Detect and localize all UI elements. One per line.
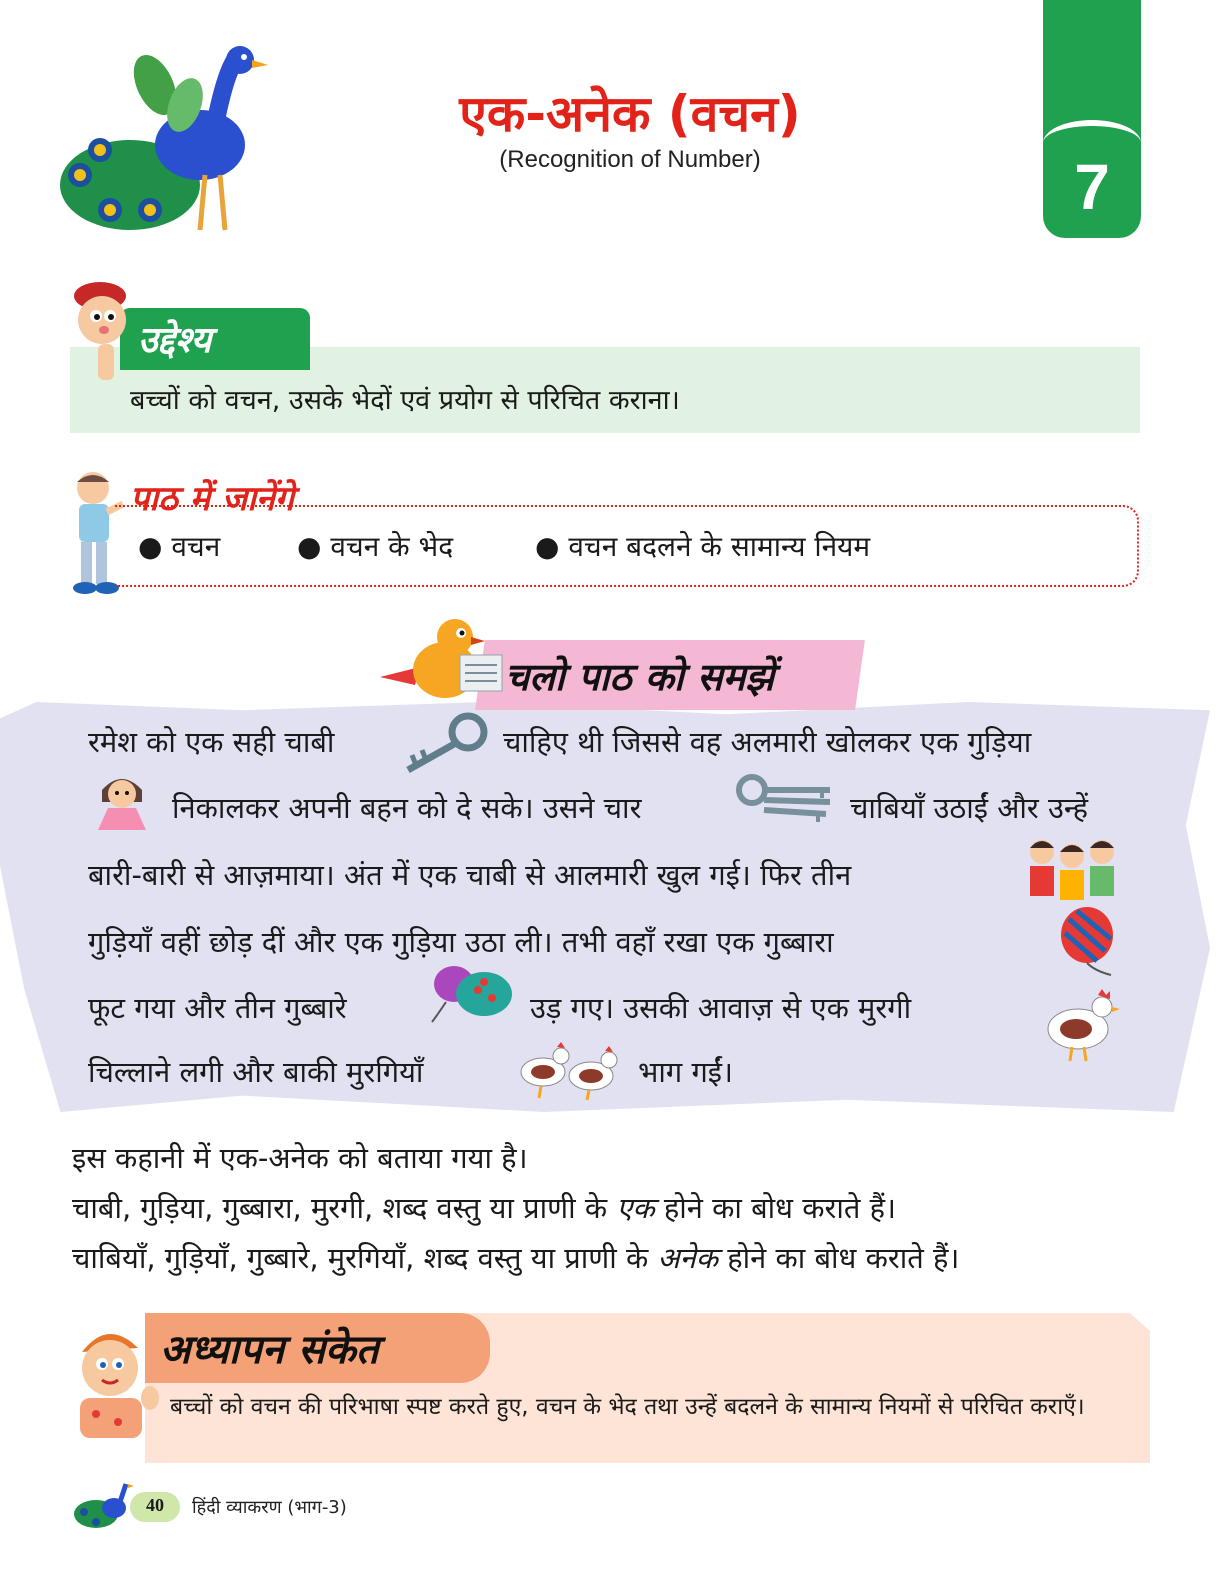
key-icon [398,710,490,776]
book-title: हिंदी व्याकरण (भाग-3) [192,1497,347,1518]
learn-item: ● वचन के भेद [297,530,454,563]
story-line: चिल्लाने लगी और बाकी मुरगियाँ [88,1055,424,1089]
explanation-line [72,1238,959,1277]
hens-icon [515,1038,625,1102]
peacock-illustration [40,35,280,245]
boy-waving-illustration [68,1318,160,1438]
page-number: 40 [146,1495,164,1515]
explanation-text: चाबियाँ, गुड़ियाँ, गुब्बारे, मुरगियाँ, शब्द वस्तु या प्राणी के [72,1241,658,1275]
explanation-line [72,1188,896,1227]
story-line: फूट गया और तीन गुब्बारे [88,991,347,1025]
bird-reading-illustration [375,615,505,705]
chapter-title: एक-अनेक (वचन) [459,85,801,143]
chapter-subtitle: (Recognition of Number) [499,146,761,173]
objective-text: बच्चों को वचन, उसके भेदों एवं प्रयोग से परिचित कराना। [130,385,680,416]
story-line: चाबियाँ उठाईं और उन्हें [850,791,1088,825]
learn-title: पाठ में जानेंगे [130,479,294,519]
learn-item-label: वचन के भेद [330,530,454,563]
story-line: चाहिए थी जिससे वह अलमारी खोलकर एक गुड़िया [503,725,1032,759]
teaching-hint-text: बच्चों को वचन की परिभाषा स्पष्ट करते हुए, वचन के भेद तथा उन्हें बदलने के सामान्य नियमों से परिचित कराएँ। [170,1394,1085,1420]
story-line: बारी-बारी से आज़माया। अंत में एक चाबी से आलमारी खुल गई। फिर तीन [88,858,852,892]
doll-icon [88,768,156,838]
keys-icon [730,770,840,830]
footer-peacock-icon [72,1480,134,1532]
hen-icon [1038,985,1122,1063]
explanation-text: होने का बोध कराते हैं। [654,1191,897,1225]
objective-label: उद्देश्य [138,320,212,361]
balloons-icon [426,962,518,1027]
explanation-text: चाबी, गुड़िया, गुब्बारा, मुरगी, शब्द वस्तु या प्राणी के [72,1191,617,1225]
dolls-icon [1022,830,1122,905]
explanation-text: होने का बोध कराते हैं। [718,1241,960,1275]
boy-cap-illustration [68,278,138,383]
story-title: चलो पाठ को समझें [505,655,775,699]
story-line: उड़ गए। उसकी आवाज़ से एक मुरगी [530,991,912,1025]
explanation-emphasis: अनेक [657,1241,719,1275]
learn-item-label: वचन बदलने के सामान्य नियम [568,530,871,563]
story-line: गुड़ियाँ वहीं छोड़ दीं और एक गुड़िया उठा ली। तभी वहाँ रखा एक गुब्बारा [88,925,834,959]
learn-item: ● वचन [138,530,221,563]
story-line: रमेश को एक सही चाबी [88,725,335,759]
balloon-icon [1055,905,1120,980]
chapter-number: 7 [1074,151,1110,223]
learn-item-label: वचन [171,530,221,563]
explanation-line: इस कहानी में एक-अनेक को बताया गया है। [72,1141,528,1175]
learn-item: ● वचन बदलने के सामान्य नियम [535,530,871,563]
teaching-hint-label: अध्यापन संकेत [160,1327,379,1373]
story-line: निकालकर अपनी बहन को दे सके। उसने चार [172,791,642,825]
story-line: भाग गईं। [638,1055,734,1089]
explanation-emphasis: एक [616,1191,655,1225]
